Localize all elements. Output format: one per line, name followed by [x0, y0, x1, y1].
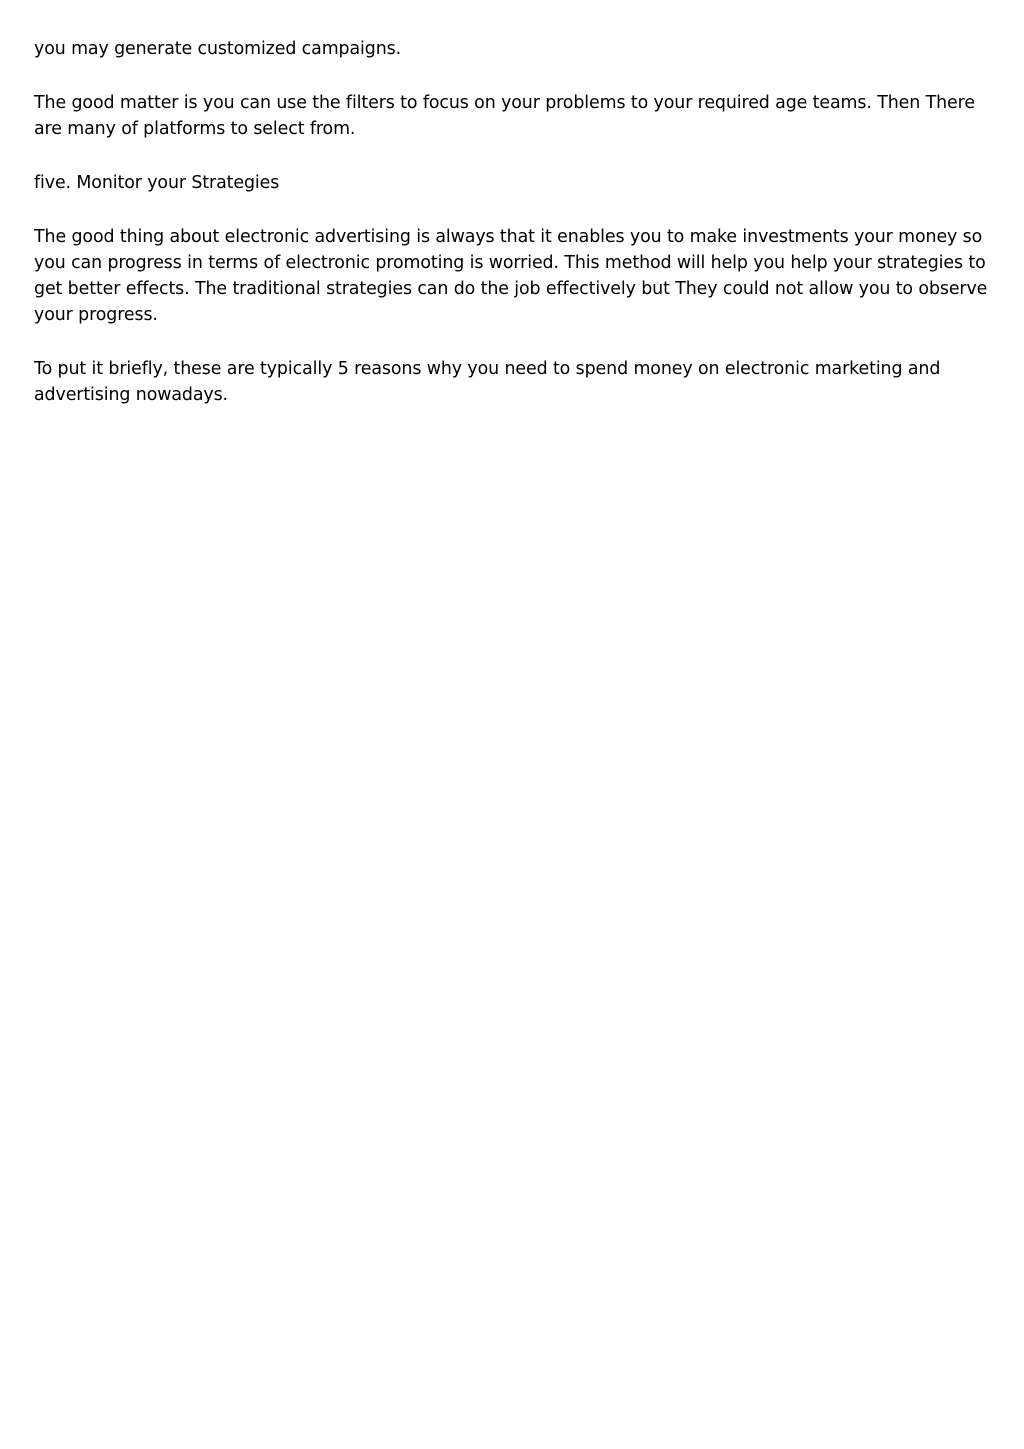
section-heading-monitor-strategies: five. Monitor your Strategies — [34, 173, 280, 193]
paragraph-filters: The good matter is you can use the filters to focus on your problems to your required age teams. Then There are many of platforms to select from. — [34, 93, 975, 139]
paragraph-electronic-advertising: The good thing about electronic advertising is always that it enables you to make investments your money so you can progress in terms of electronic promoting is worried. This method will help you help your strategies to get better effects. The traditional strategies can do the job effectively but They could not allow you to observe your progress. — [34, 227, 988, 325]
paragraph-conclusion: To put it briefly, these are typically 5 reasons why you need to spend money on electronic marketing and advertising nowadays. — [34, 359, 941, 405]
paragraph-campaigns: you may generate customized campaigns. — [34, 39, 402, 59]
